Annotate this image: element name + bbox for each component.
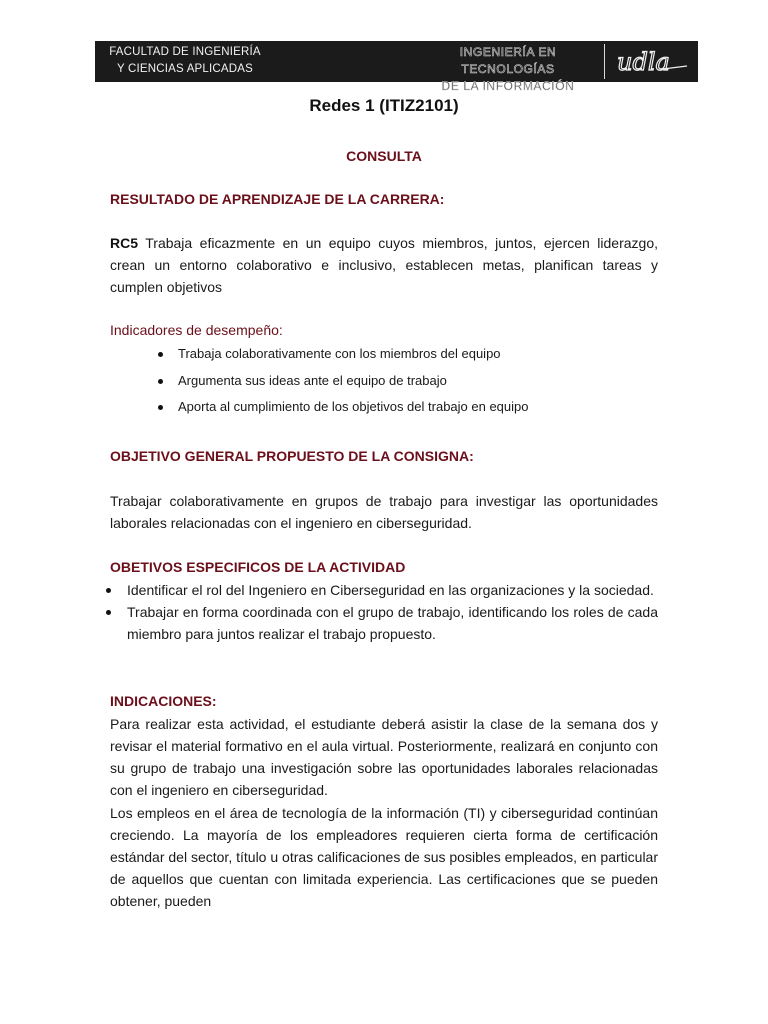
career-line-1: INGENIERÍA EN TECNOLOGÍAS xyxy=(459,45,557,76)
list-item: Identificar el rol del Ingeniero en Ciberseguridad en las organizaciones y la sociedad. xyxy=(106,579,658,601)
svg-text:udla: udla xyxy=(617,48,670,76)
career-name xyxy=(417,44,599,95)
banner-divider xyxy=(604,44,605,79)
resultado-text: Trabaja eficazmente en un equipo cuyos miembros, juntos, ejercen liderazgo, crean un entorno colaborativo e inclusivo, establecen metas, planifican tareas y cumplen objetivos xyxy=(110,235,658,295)
list-item: Aporta al cumplimiento de los objetivos del trabajo en equipo xyxy=(158,396,529,423)
page-title: Redes 1 (ITIZ2101) xyxy=(309,96,459,115)
section-label-consulta: CONSULTA xyxy=(346,148,422,164)
rc-code: RC5 xyxy=(110,235,139,251)
career-line-2: DE LA INFORMACIÓN xyxy=(441,79,575,93)
header-banner xyxy=(95,41,698,93)
indicadores-list xyxy=(158,343,529,423)
udla-logo xyxy=(613,45,691,79)
list-item: Trabaja colaborativamente con los miembros del equipo xyxy=(158,343,529,370)
indicaciones-paragraph-1: Para realizar esta actividad, el estudiante deberá asistir la clase de la semana dos y revisar el material formativo en el aula virtual. Posteriormente, realizará en conjunto con su grupo de trabajo una investigación sobre las oportunidades laborales relacionadas con el ingeniero en ciberseguridad. xyxy=(110,716,658,798)
heading-resultado: RESULTADO DE APRENDIZAJE DE LA CARRERA: xyxy=(110,191,445,207)
faculty-name xyxy=(105,44,265,78)
objetivo-general-paragraph: Trabajar colaborativamente en grupos de trabajo para investigar las oportunidades laborales relacionadas con el ingeniero en ciberseguridad. xyxy=(110,493,658,531)
heading-indicadores: Indicadores de desempeño: xyxy=(110,322,283,338)
objetivos-list xyxy=(106,579,658,645)
indicaciones-paragraph-2: Los empleos en el área de tecnología de la información (TI) y ciberseguridad continúan creciendo. La mayoría de los empleadores requieren cierta forma de certificación estándar del sector, título u otras calificaciones de sus posibles empleados, en particular de aquellos que cuentan con limitada experiencia. Las certificaciones que se pueden obtener, pueden xyxy=(110,805,658,909)
heading-objetivos-especificos: OBETIVOS ESPECIFICOS DE LA ACTIVIDAD xyxy=(110,559,406,575)
list-item: Argumenta sus ideas ante el equipo de trabajo xyxy=(158,370,529,397)
faculty-line-2: Y CIENCIAS APLICADAS xyxy=(116,63,254,75)
heading-indicaciones: INDICACIONES: xyxy=(110,693,217,709)
resultado-paragraph xyxy=(110,232,658,298)
faculty-line-1: FACULTAD DE INGENIERÍA xyxy=(109,46,261,58)
list-item: Trabajar en forma coordinada con el grupo de trabajo, identificando los roles de cada miembro para juntos realizar el trabajo propuesto. xyxy=(106,601,658,645)
heading-objetivo-general: OBJETIVO GENERAL PROPUESTO DE LA CONSIGNA: xyxy=(110,448,474,464)
